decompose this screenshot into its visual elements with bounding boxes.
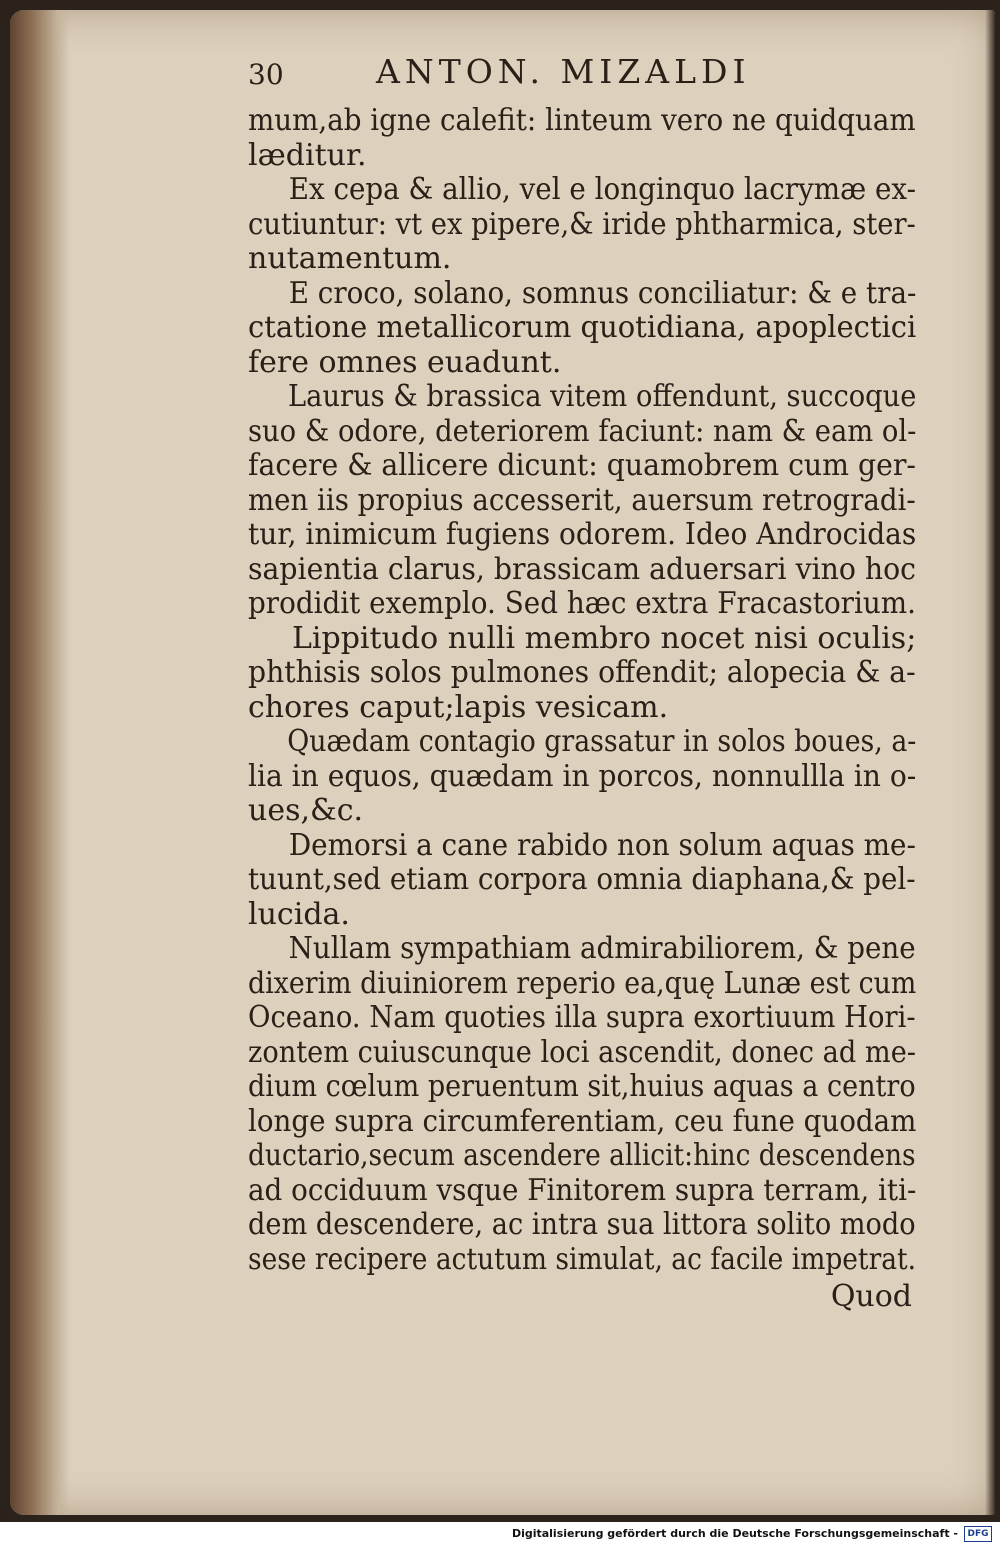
text-line: sese recipere actutum simulat, ac facile impetrat.: [248, 1241, 917, 1277]
text-line: mum,ab igne calefit: linteum vero ne quidquam: [248, 103, 916, 138]
text-line: fere omnes euadunt.: [248, 344, 562, 380]
footer-credit: Digitalisierung gefördert durch die Deutsche Forschungsgemeinschaft -: [511, 1527, 958, 1540]
text-line: dium cœlum peruentum sit,huius aquas a centro: [248, 1069, 916, 1104]
text-line: Nullam sympathiam admirabiliorem, & pene: [288, 931, 916, 966]
text-line: ues,&c.: [248, 793, 364, 828]
text-line: lia in equos, quædam in porcos, nonnullla in o-: [248, 758, 917, 794]
text-line: tuunt,sed etiam corpora omnia diaphana,& pel-: [248, 862, 916, 897]
text-line: zontem cuiuscunque loci ascendit, donec ad me-: [248, 1034, 916, 1070]
text-line: dem descendere, ac intra sua littora solito modo: [248, 1207, 916, 1242]
text-line: men iis propius accesserit, auersum retrogradi-: [248, 482, 916, 518]
digitization-footer: [512, 1524, 992, 1543]
text-line: facere & allicere dicunt: quamobrem cum ger-: [248, 448, 916, 483]
text-line: suo & odore, deteriorem faciunt: nam & eam ol-: [248, 413, 917, 449]
text-line: tur, inimicum fugiens odorem. Ideo Androcidas: [248, 517, 917, 552]
text-line: sapientia clarus, brassicam aduersari vino hoc: [248, 551, 917, 587]
text-line: dixerim diuiniorem reperio ea,quę Lunæ est cum: [248, 965, 917, 1001]
dfg-logo-icon: DFG: [964, 1526, 992, 1542]
text-line: Oceano. Nam quoties illa supra exortiuum Hori-: [248, 1000, 916, 1035]
text-line: prodidit exemplo. Sed hæc extra Fracastorium.: [248, 586, 916, 621]
running-title: ANTON. MIZALDI: [376, 52, 751, 91]
text-line: lucida.: [248, 896, 350, 932]
page-number: 30: [248, 58, 284, 91]
text-line: ad occiduum vsque Finitorem supra terram, iti-: [248, 1172, 917, 1208]
text-line: Ex cepa & allio, vel e longinquo lacrymæ ex-: [288, 172, 916, 207]
text-line: chores caput;lapis vesicam.: [248, 689, 669, 725]
text-line: Quædam contagio grassatur in solos boues, a-: [287, 724, 917, 759]
running-head: [248, 52, 916, 104]
text-block: [248, 52, 916, 1315]
text-line: cutiuntur: vt ex pipere,& iride phtharmica, ster-: [248, 206, 916, 242]
text-line: ductario,secum ascendere allicit:hinc descendens: [248, 1138, 916, 1173]
text-line: Lippitudo nulli membro nocet nisi oculis;: [292, 620, 917, 656]
text-line: Laurus & brassica vitem offendunt, succoque: [288, 379, 917, 414]
text-line: phthisis solos pulmones offendit; alopecia & a-: [248, 655, 916, 690]
text-line: læditur.: [248, 137, 367, 173]
page-gutter: [10, 10, 70, 1515]
text-line: ctatione metallicorum quotidiana, apoplectici: [248, 310, 917, 345]
text-line: nutamentum.: [248, 241, 452, 276]
text-line: longe supra circumferentiam, ceu fune quodam: [248, 1103, 917, 1139]
text-line: Demorsi a cane rabido non solum aquas me-: [288, 827, 916, 863]
body-text: [248, 104, 916, 1277]
text-line: E croco, solano, somnus conciliatur: & e tra-: [288, 275, 917, 311]
book-page: [10, 10, 995, 1515]
page-edge: [985, 10, 995, 1515]
catchword: Quod: [830, 1279, 912, 1314]
